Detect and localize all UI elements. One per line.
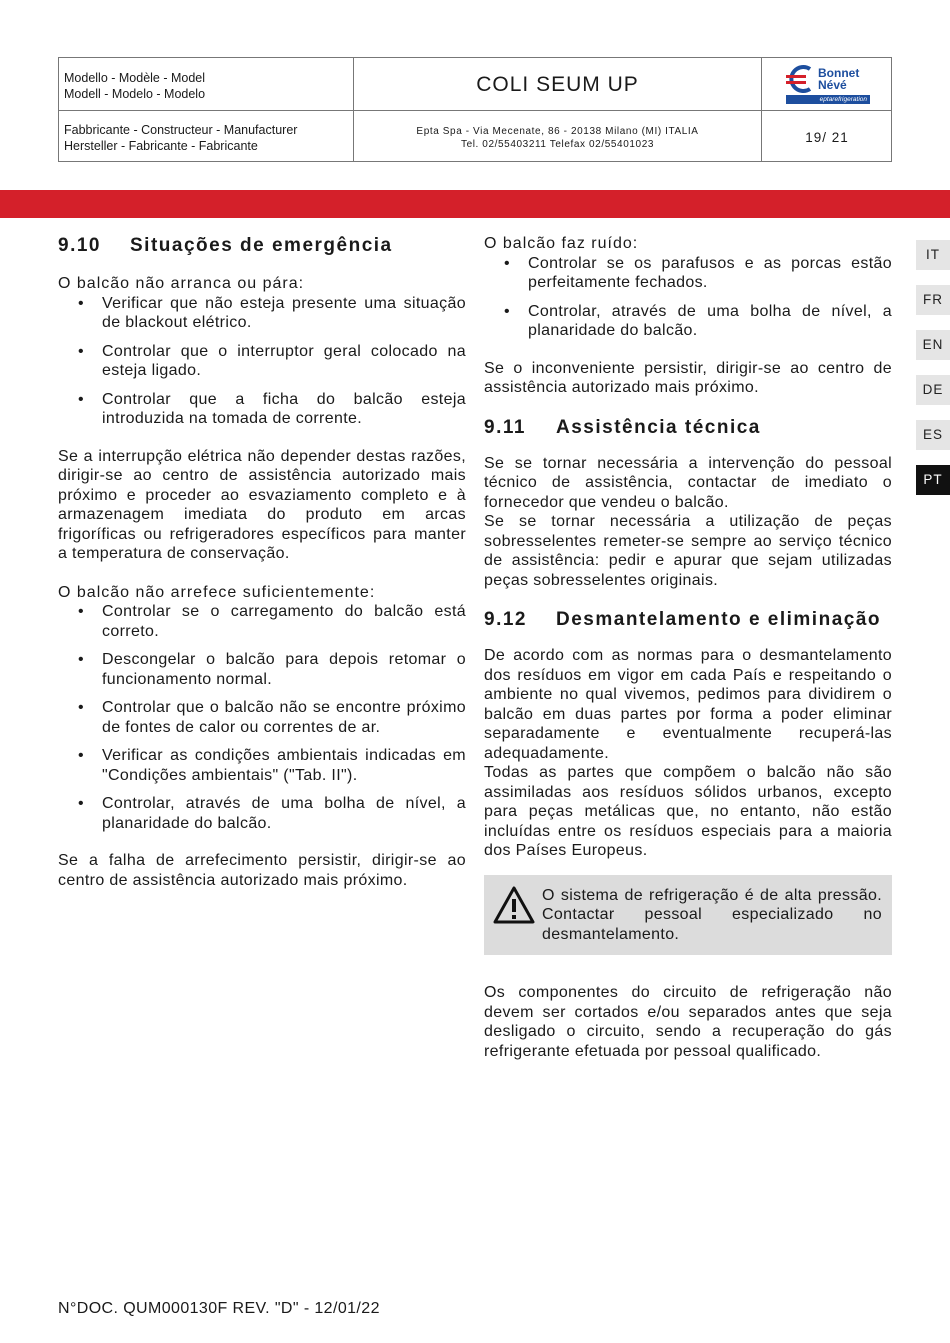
no-start-list — [58, 294, 466, 429]
section-number: 9.11 — [484, 416, 526, 438]
paragraph-no-start: Se a interrupção elétrica não depender destas razões, dirigir-se ao centro de assistência autorizado mais próximo e proceder ao esvaziamento completo e à armazenagem imediata do produto em arcas frigoríficas ou refrigeradores específicos para manter a temperatura de conservação. — [58, 447, 466, 562]
logo-line1: Bonnet — [818, 66, 860, 80]
bonnet-neve-logo — [784, 63, 874, 105]
logo-line2: Névé — [818, 78, 847, 92]
paragraph-not-cooling: Se a falha de arrefecimento persistir, dirigir-se ao centro de assistência autorizado mais próximo. — [58, 852, 466, 889]
paragraph-noise: Se o inconveniente persistir, dirigir-se ao centro de assistência autorizado mais próximo. — [484, 359, 892, 396]
manufacturer-label-line2: Hersteller - Fabricante - Fabricante — [64, 139, 258, 153]
lang-tab-fr[interactable]: FR — [916, 285, 950, 315]
logo-text — [818, 67, 859, 91]
manufacturer-label — [64, 122, 297, 154]
section-title: Desmantelamento e eliminação — [556, 609, 881, 630]
paragraph-technical-assistance: Se se tornar necessária a intervenção do pessoal técnico de assistência, contactar de imediato o fornecedor que vendeu o balcão. — [484, 454, 892, 511]
list-item: • Controlar que o balcão não se encontre próximo de fontes de calor ou correntes de ar. — [102, 698, 466, 737]
lang-tab-en[interactable]: EN — [916, 330, 950, 360]
paragraph-refrigerant: Os componentes do circuito de refrigeração não devem ser cortados e/ou separados antes que seja desligado o circuito, sendo a recuperação do gás refrigerante efetuada por pessoal qualificado. — [484, 984, 892, 1060]
warning-box — [484, 875, 892, 956]
address-line1: Epta Spa - Via Mecenate, 86 - 20138 Milano (MI) ITALIA — [416, 126, 699, 137]
manufacturer-address — [354, 125, 761, 151]
section-number: 9.12 — [484, 609, 527, 630]
subheading-no-start: O balcão não arranca ou pára: — [58, 275, 305, 292]
model-label-line2: Modell - Modelo - Modelo — [64, 87, 206, 101]
section-heading-9-10 — [58, 234, 466, 258]
product-title: COLI SEUM UP — [476, 73, 639, 96]
lang-tab-pt[interactable]: PT — [916, 465, 950, 495]
red-band — [0, 190, 950, 218]
noise-list — [484, 254, 892, 341]
list-item: • Controlar, através de uma bolha de nível, a planaridade do balcão. — [528, 302, 892, 341]
section-heading-9-11 — [484, 416, 892, 440]
lang-tab-de[interactable]: DE — [916, 375, 950, 405]
list-item: • Verificar as condições ambientais indicadas em "Condições ambientais" ("Tab. II"). — [102, 746, 466, 785]
section-title: Situações de emergência — [130, 235, 393, 256]
section-title: Assistência técnica — [556, 416, 761, 438]
warning-triangle-icon — [492, 885, 536, 925]
list-item: • Controlar que o interruptor geral colocado na esteja ligado. — [102, 342, 466, 381]
document-footer: N°DOC. QUM000130F REV. "D" - 12/01/22 — [58, 1300, 380, 1317]
lang-tab-es[interactable]: ES — [916, 420, 950, 450]
document-header — [58, 57, 892, 162]
paragraph-spare-parts: Se se tornar necessária a utilização de peças sobresselentes remeter-se sempre ao serviço técnico de assistência: pedir e apurar que sejam utilizadas peças sobresselentes originais. — [484, 513, 892, 589]
address-line2: Tel. 02/55403211 Telefax 02/55401023 — [460, 139, 655, 150]
section-number: 9.10 — [58, 235, 101, 256]
logo-euro-icon — [784, 63, 818, 95]
not-cooling-list — [58, 602, 466, 833]
manufacturer-label-line1: Fabbricante - Constructeur - Manufacturer — [64, 123, 298, 137]
list-item: • Controlar que a ficha do balcão esteja introduzida na tomada de corrente. — [102, 390, 466, 429]
right-column — [484, 234, 892, 1061]
list-item: • Controlar se os parafusos e as porcas estão perfeitamente fechados. — [528, 254, 892, 293]
model-label-line1: Modello - Modèle - Model — [64, 71, 206, 85]
section-heading-9-12 — [484, 608, 892, 632]
lang-tab-it[interactable]: IT — [916, 240, 950, 270]
paragraph-waste: Todas as partes que compõem o balcão não são assimiladas aos resíduos sólidos urbanos, excepto para peças metálicas que, no entanto, não estão incluídas entre os resíduos especiais para a maioria dos Países Europeus. — [484, 764, 892, 859]
model-label — [64, 70, 205, 102]
list-item: • Controlar, através de uma bolha de nível, a planaridade do balcão. — [102, 794, 466, 833]
paragraph-dismantling: De acordo com as normas para o desmantelamento dos resíduos em vigor em cada País e respeitando o ambiente no qual vivemos, pedimos para dividirem o balcão em duas partes por forma a poder eliminar separadamente e eventualmente recuperá-las adequadamente. — [484, 647, 892, 762]
logo-subtitle: eptarefrigeration — [786, 95, 870, 104]
warning-text: O sistema de refrigeração é de alta pressão. Contactar pessoal especializado no desmantelamento. — [542, 886, 882, 943]
page-number: 19/ 21 — [805, 130, 849, 145]
subheading-not-cooling: O balcão não arrefece suficientemente: — [58, 583, 376, 601]
list-item: • Verificar que não esteja presente uma situação de blackout elétrico. — [102, 294, 466, 333]
left-column — [58, 234, 466, 890]
list-item: • Descongelar o balcão para depois retomar o funcionamento normal. — [102, 650, 466, 689]
subheading-noise: O balcão faz ruído: — [484, 235, 639, 252]
list-item: • Controlar se o carregamento do balcão está correto. — [102, 602, 466, 641]
